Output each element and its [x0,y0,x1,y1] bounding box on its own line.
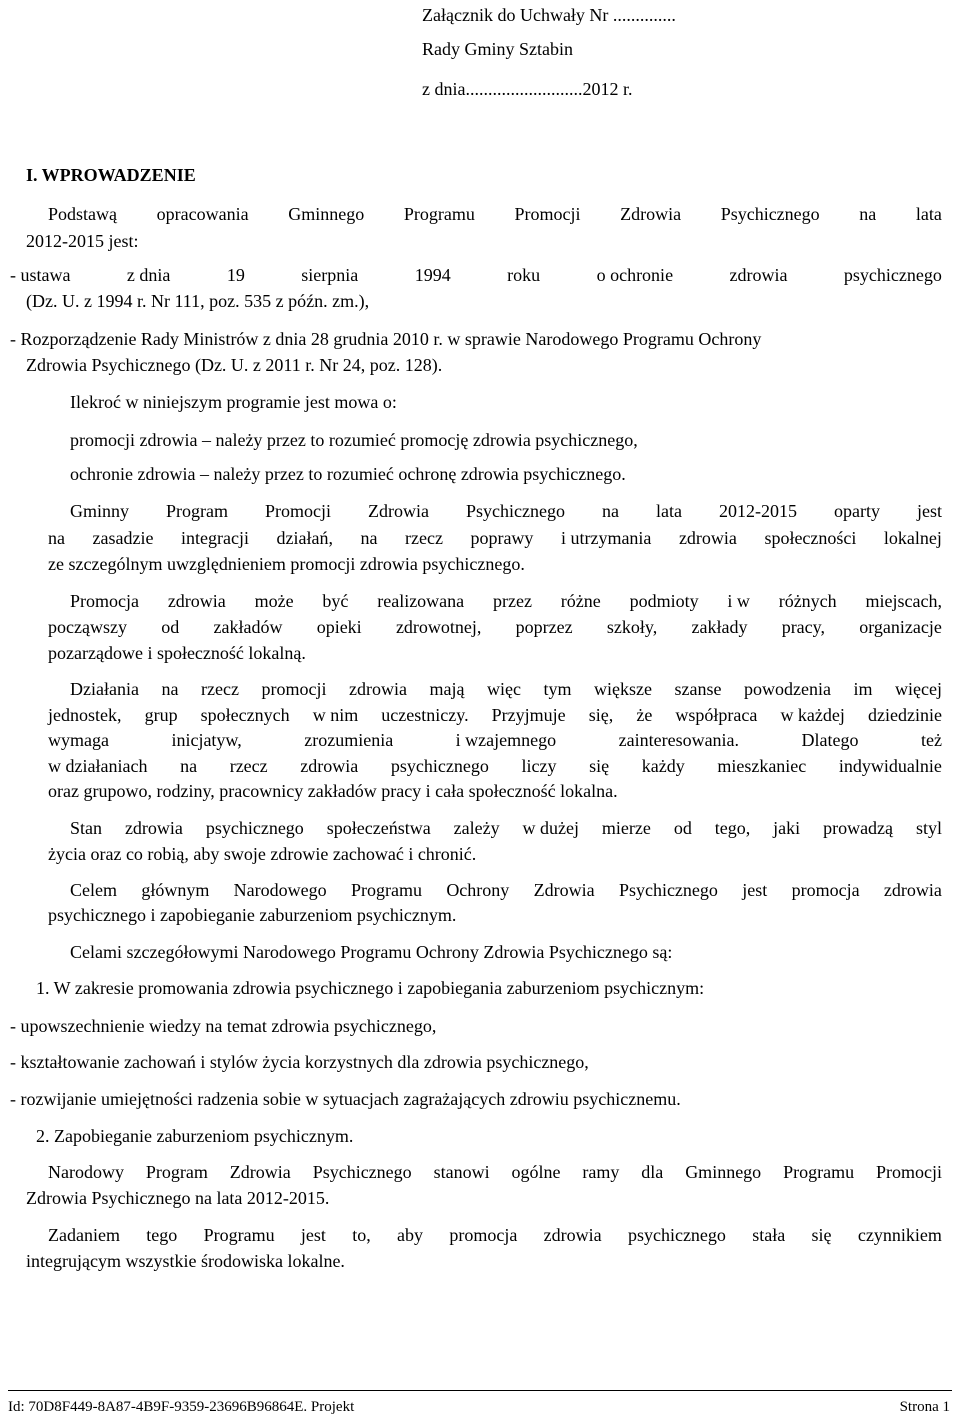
document-id: Id: 70D8F449-8A87-4B9F-9359-23696B96864E. Projekt [8,1399,355,1415]
footer-divider [8,1390,952,1391]
detailed-goals-intro: Celami szczegółowymi Narodowego Programu Ochrony Zdrowia Psychicznego są: [70,942,673,962]
intro-line-2: 2012-2015 jest: [26,231,139,251]
promotion-paragraph-line-1: Promocja zdrowia może być realizowana przez różne podmioty i w różnych miejscach, [70,591,942,611]
program-paragraph-line-1: Gminny Program Promocji Zdrowia Psychicznego na lata 2012-2015 oparty jest [70,501,942,521]
goal-1: 1. W zakresie promowania zdrowia psychicznego i zapobiegania zaburzeniom psychicznym: [36,978,705,998]
state-paragraph-line-2: życia oraz co robią, aby swoje zdrowie zachować i chronić. [48,844,477,864]
actions-paragraph-line-2: jednostek, grup społecznych w nim uczestniczy. Przyjmuje się, że współpraca w każdej dziedzinie [48,705,942,725]
actions-paragraph-line-1: Działania na rzecz promocji zdrowia mają więc tym większe szanse powodzenia im więcej [70,679,942,699]
task-paragraph-line-1: Zadaniem tego Programu jest to, aby promocja zdrowia psychicznego stała się czynnikiem [48,1225,942,1245]
basis-item-2-line-2: Zdrowia Psychicznego (Dz. U. z 2011 r. Nr 24, poz. 128). [26,355,443,375]
definitions-intro: Ilekroć w niniejszym programie jest mowa o: [70,392,397,412]
framework-paragraph-line-1: Narodowy Program Zdrowia Psychicznego stanowi ogólne ramy dla Gminnego Programu Promocji [48,1162,942,1182]
actions-paragraph-line-5: oraz grupowo, rodziny, pracownicy zakładów pracy i cała społeczność lokalna. [48,781,618,801]
promotion-paragraph-line-2: począwszy od zakładów opieki zdrowotnej, poprzez szkoły, zakłady pracy, organizacje [48,617,942,637]
basis-item-1-line-2: (Dz. U. z 1994 r. Nr 111, poz. 535 z późn. zm.), [26,291,370,311]
section-title: I. WPROWADZENIE [26,165,196,185]
basis-item-2-line-1: - Rozporządzenie Rady Ministrów z dnia 28 grudnia 2010 r. w sprawie Narodowego Programu Ochrony [10,329,762,349]
goal-bullet-2: - kształtowanie zachowań i stylów życia korzystnych dla zdrowia psychicznego, [10,1052,589,1072]
definition-2: ochronie zdrowia – należy przez to rozumieć ochronę zdrowia psychicznego. [70,464,626,484]
actions-paragraph-line-3: wymaga inicjatyw, zrozumienia i wzajemnego zainteresowania. Dlatego też [48,730,942,750]
goal-2: 2. Zapobieganie zaburzeniom psychicznym. [36,1126,354,1146]
definition-1: promocji zdrowia – należy przez to rozumieć promocję zdrowia psychicznego, [70,430,638,450]
intro-line-1: Podstawą opracowania Gminnego Programu Promocji Zdrowia Psychicznego na lata [48,204,942,224]
page-number: Strona 1 [899,1399,950,1415]
state-paragraph-line-1: Stan zdrowia psychicznego społeczeństwa zależy w dużej mierze od tego, jaki prowadzą styl [70,818,942,838]
actions-paragraph-line-4: w działaniach na rzecz zdrowia psychicznego liczy się każdy mieszkaniec indywidualnie [48,756,942,776]
goal-bullet-1: - upowszechnienie wiedzy na temat zdrowia psychicznego, [10,1016,437,1036]
task-paragraph-line-2: integrującym wszystkie środowiska lokalne. [26,1251,345,1271]
promotion-paragraph-line-3: pozarządowe i społeczność lokalną. [48,643,306,663]
basis-item-1-line-1: - ustawa z dnia 19 sierpnia 1994 roku o ochronie zdrowia psychicznego [10,265,942,285]
program-paragraph-line-2: na zasadzie integracji działań, na rzecz poprawy i utrzymania zdrowia społeczności lokalnej [48,528,942,548]
resolution-date: z dnia..........................2012 r. [422,79,633,99]
framework-paragraph-line-2: Zdrowia Psychicznego na lata 2012-2015. [26,1188,330,1208]
goal-paragraph-line-2: psychicznego i zapobieganie zaburzeniom psychicznym. [48,905,457,925]
goal-bullet-3: - rozwijanie umiejętności radzenia sobie w sytuacjach zagrażających zdrowiu psychicznemu. [10,1089,681,1109]
attachment-header-line: Załącznik do Uchwały Nr .............. [422,5,676,25]
goal-paragraph-line-1: Celem głównym Narodowego Programu Ochrony Zdrowia Psychicznego jest promocja zdrowia [70,880,942,900]
council-name: Rady Gminy Sztabin [422,39,573,59]
program-paragraph-line-3: ze szczególnym uwzględnieniem promocji zdrowia psychicznego. [48,554,525,574]
